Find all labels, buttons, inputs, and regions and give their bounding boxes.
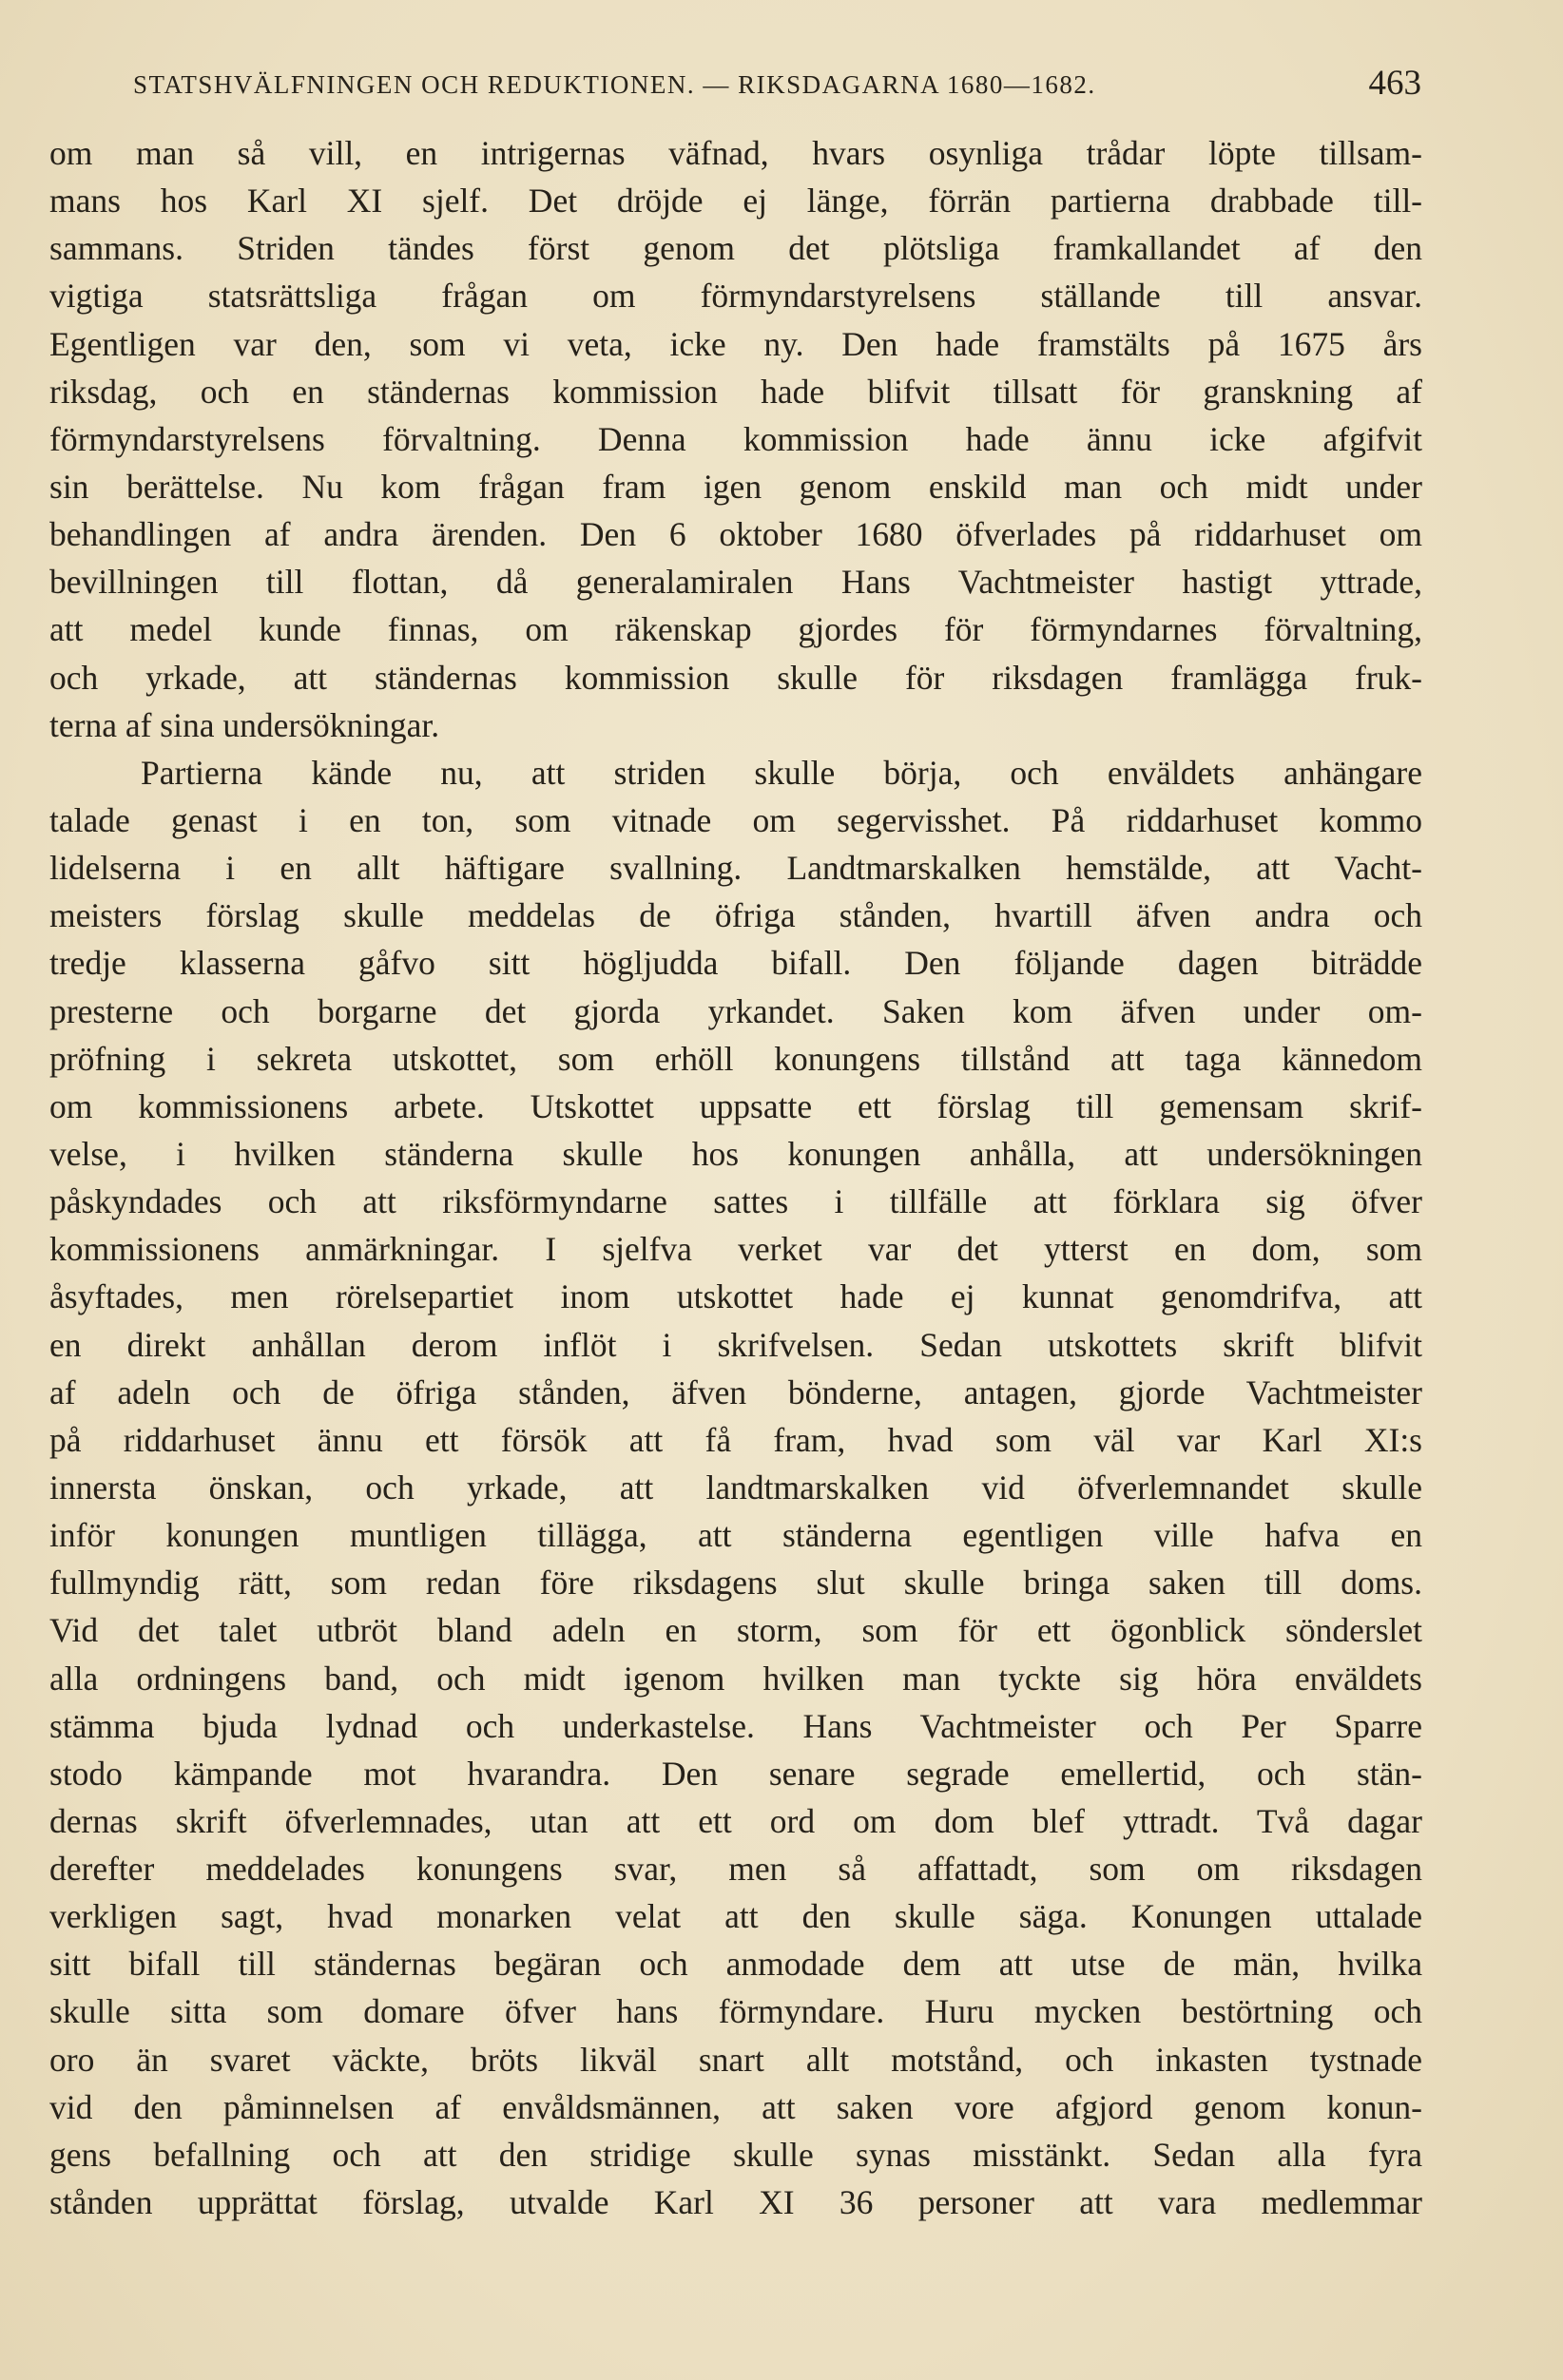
text-line: meisters förslag skulle meddelas de öfriga stånden, hvartill äfven andra och [49,896,1422,935]
text-line: och yrkade, att ständernas kommission skulle för riksdagen framlägga fruk- [49,658,1422,697]
text-line: stämma bjuda lydnad och underkastelse. Hans Vachtmeister och Per Sparre [49,1706,1422,1745]
text-line: innersta önskan, och yrkade, att landtmarskalken vid öfverlemnandet skulle [49,1468,1422,1507]
text-line: gens befallning och att den stridige skulle synas misstänkt. Sedan alla fyra [49,2135,1422,2174]
text-line: velse, i hvilken ständerna skulle hos konungen anhålla, att undersökningen [49,1134,1422,1173]
text-line: talade genast i en ton, som vitnade om segervisshet. På riddarhuset kommo [49,800,1422,839]
text-line: sin berättelse. Nu kom frågan fram igen genom enskild man och midt under [49,467,1422,506]
text-line: alla ordningens band, och midt igenom hvilken man tyckte sig höra enväldets [49,1659,1422,1698]
text-line: Partierna kände nu, att striden skulle börja, och enväldets anhängare [141,753,1422,792]
running-head [133,63,1421,120]
text-line: behandlingen af andra ärenden. Den 6 oktober 1680 öfverlades på riddarhuset om [49,515,1422,554]
text-line: Egentligen var den, som vi veta, icke ny. Den hade framstälts på 1675 års [49,324,1422,363]
text-line: bevillningen till flottan, då generalamiralen Hans Vachtmeister hastigt yttrade, [49,563,1422,602]
text-line: sammans. Striden tändes först genom det plötsliga framkallandet af den [49,229,1422,268]
text-line: på riddarhuset ännu ett försök att få fram, hvad som väl var Karl XI:s [49,1420,1422,1459]
text-line: påskyndades och att riksförmyndarne sattes i tillfälle att förklara sig öfver [49,1182,1422,1221]
text-line: vigtiga statsrättsliga frågan om förmyndarstyrelsens ställande till ansvar. [49,277,1422,316]
text-line: verkligen sagt, hvad monarken velat att den skulle säga. Konungen uttalade [49,1897,1422,1936]
text-line: att medel kunde finnas, om räkenskap gjordes för förmyndarnes förvaltning, [49,610,1422,649]
text-line: stodo kämpande mot hvarandra. Den senare segrade emellertid, och stän- [49,1754,1422,1793]
text-line: inför konungen muntligen tillägga, att ständerna egentligen ville hafva en [49,1516,1422,1555]
body-text [49,129,1422,2226]
text-line: vid den påminnelsen af envåldsmännen, att saken vore afgjord genom konun- [49,2087,1422,2126]
text-line: terna af sina undersökningar. [49,705,440,744]
text-line: en direkt anhållan derom inflöt i skrifvelsen. Sedan utskottets skrift blifvit [49,1325,1422,1364]
text-line: om kommissionens arbete. Utskottet uppsatte ett förslag till gemensam skrif- [49,1086,1422,1125]
running-head-title: STATSHVÄLFNINGEN OCH REDUKTIONEN. — RIKSDAGARNA 1680—1682. [133,70,1096,99]
text-line: pröfning i sekreta utskottet, som erhöll konungens tillstånd att taga kännedom [49,1039,1422,1078]
text-line: stånden upprättat förslag, utvalde Karl XI 36 personer att vara medlemmar [49,2183,1422,2222]
text-line: tredje klasserna gåfvo sitt högljudda bifall. Den följande dagen biträdde [49,944,1422,983]
text-line: presterne och borgarne det gjorda yrkandet. Saken kom äfven under om- [49,991,1422,1030]
text-line: om man så vill, en intrigernas väfnad, hvars osynliga trådar löpte tillsam- [49,134,1422,172]
text-line: riksdag, och en ständernas kommission hade blifvit tillsatt för granskning af [49,372,1422,411]
text-line: skulle sitta som domare öfver hans förmyndare. Huru mycken bestörtning och [49,1992,1422,2031]
text-line: åsyftades, men rörelsepartiet inom utskottet hade ej kunnat genomdrifva, att [49,1277,1422,1316]
text-line: af adeln och de öfriga stånden, äfven bönderne, antagen, gjorde Vachtmeister [49,1372,1422,1411]
text-line: oro än svaret väckte, bröts likväl snart allt motstånd, och inkasten tystnade [49,2040,1422,2079]
text-line: derefter meddelades konungens svar, men så affattadt, som om riksdagen [49,1850,1422,1889]
text-line: fullmyndig rätt, som redan före riksdagens slut skulle bringa saken till doms. [49,1564,1422,1603]
text-line: mans hos Karl XI sjelf. Det dröjde ej länge, förrän partierna drabbade till- [49,182,1422,221]
text-line: förmyndarstyrelsens förvaltning. Denna kommission hade ännu icke afgifvit [49,419,1422,458]
text-line: dernas skrift öfverlemnades, utan att ett ord om dom blef yttradt. Två dagar [49,1801,1422,1840]
text-line: lidelserna i en allt häftigare svallning. Landtmarskalken hemstälde, att Vacht- [49,849,1422,888]
text-line: Vid det talet utbröt bland adeln en storm, som för ett ögonblick sönderslet [49,1611,1422,1650]
text-line: sitt bifall till ständernas begäran och anmodade dem att utse de män, hvilka [49,1945,1422,1984]
text-line: kommissionens anmärkningar. I sjelfva verket var det ytterst en dom, som [49,1230,1422,1269]
page-number: 463 [1368,64,1421,103]
